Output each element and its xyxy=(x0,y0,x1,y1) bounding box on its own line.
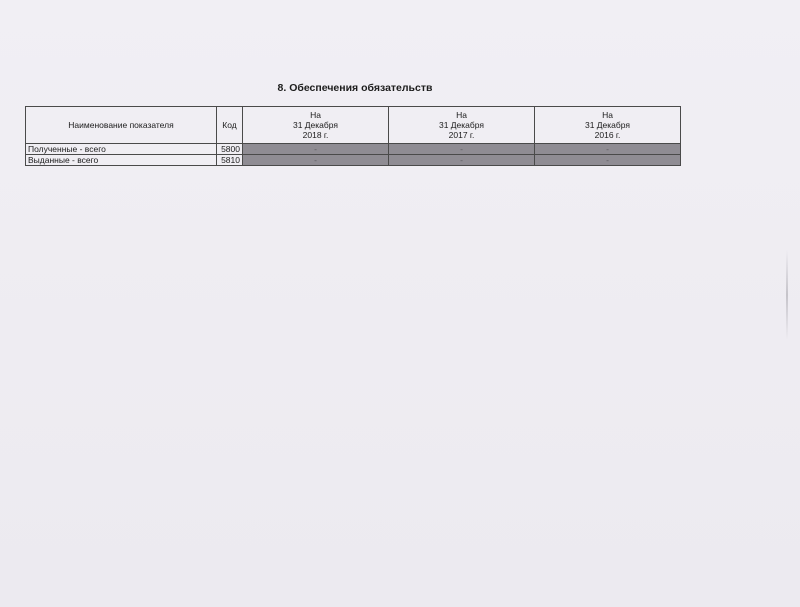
header-date-line1: На xyxy=(310,110,321,120)
header-date-line3: 2017 г. xyxy=(448,130,475,140)
header-code: Код xyxy=(217,107,243,144)
table-row xyxy=(26,144,681,155)
row-value: - xyxy=(535,155,681,166)
header-name: Наименование показателя xyxy=(26,107,217,144)
row-value: - xyxy=(243,155,389,166)
row-value: - xyxy=(243,144,389,155)
row-code: 5810 xyxy=(217,155,243,166)
header-date-line2: 31 Декабря xyxy=(292,120,339,130)
header-date-line3: 2018 г. xyxy=(302,130,329,140)
row-value: - xyxy=(535,144,681,155)
scan-edge-mark xyxy=(786,250,788,340)
header-date-2016 xyxy=(535,107,681,144)
table-header-row xyxy=(26,107,681,144)
header-date-line3: 2016 г. xyxy=(594,130,621,140)
row-name: Полученные - всего xyxy=(26,144,217,155)
header-date-2017 xyxy=(389,107,535,144)
header-date-line2: 31 Декабря xyxy=(438,120,485,130)
header-date-2018 xyxy=(243,107,389,144)
header-date-line2: 31 Декабря xyxy=(584,120,631,130)
header-date-line1: На xyxy=(602,110,613,120)
table-row xyxy=(26,155,681,166)
row-value: - xyxy=(389,144,535,155)
row-name: Выданные - всего xyxy=(26,155,217,166)
header-date-line1: На xyxy=(456,110,467,120)
section-title: 8. Обеспечения обязательств xyxy=(277,82,433,94)
row-code: 5800 xyxy=(217,144,243,155)
row-value: - xyxy=(389,155,535,166)
obligations-table xyxy=(25,106,681,166)
